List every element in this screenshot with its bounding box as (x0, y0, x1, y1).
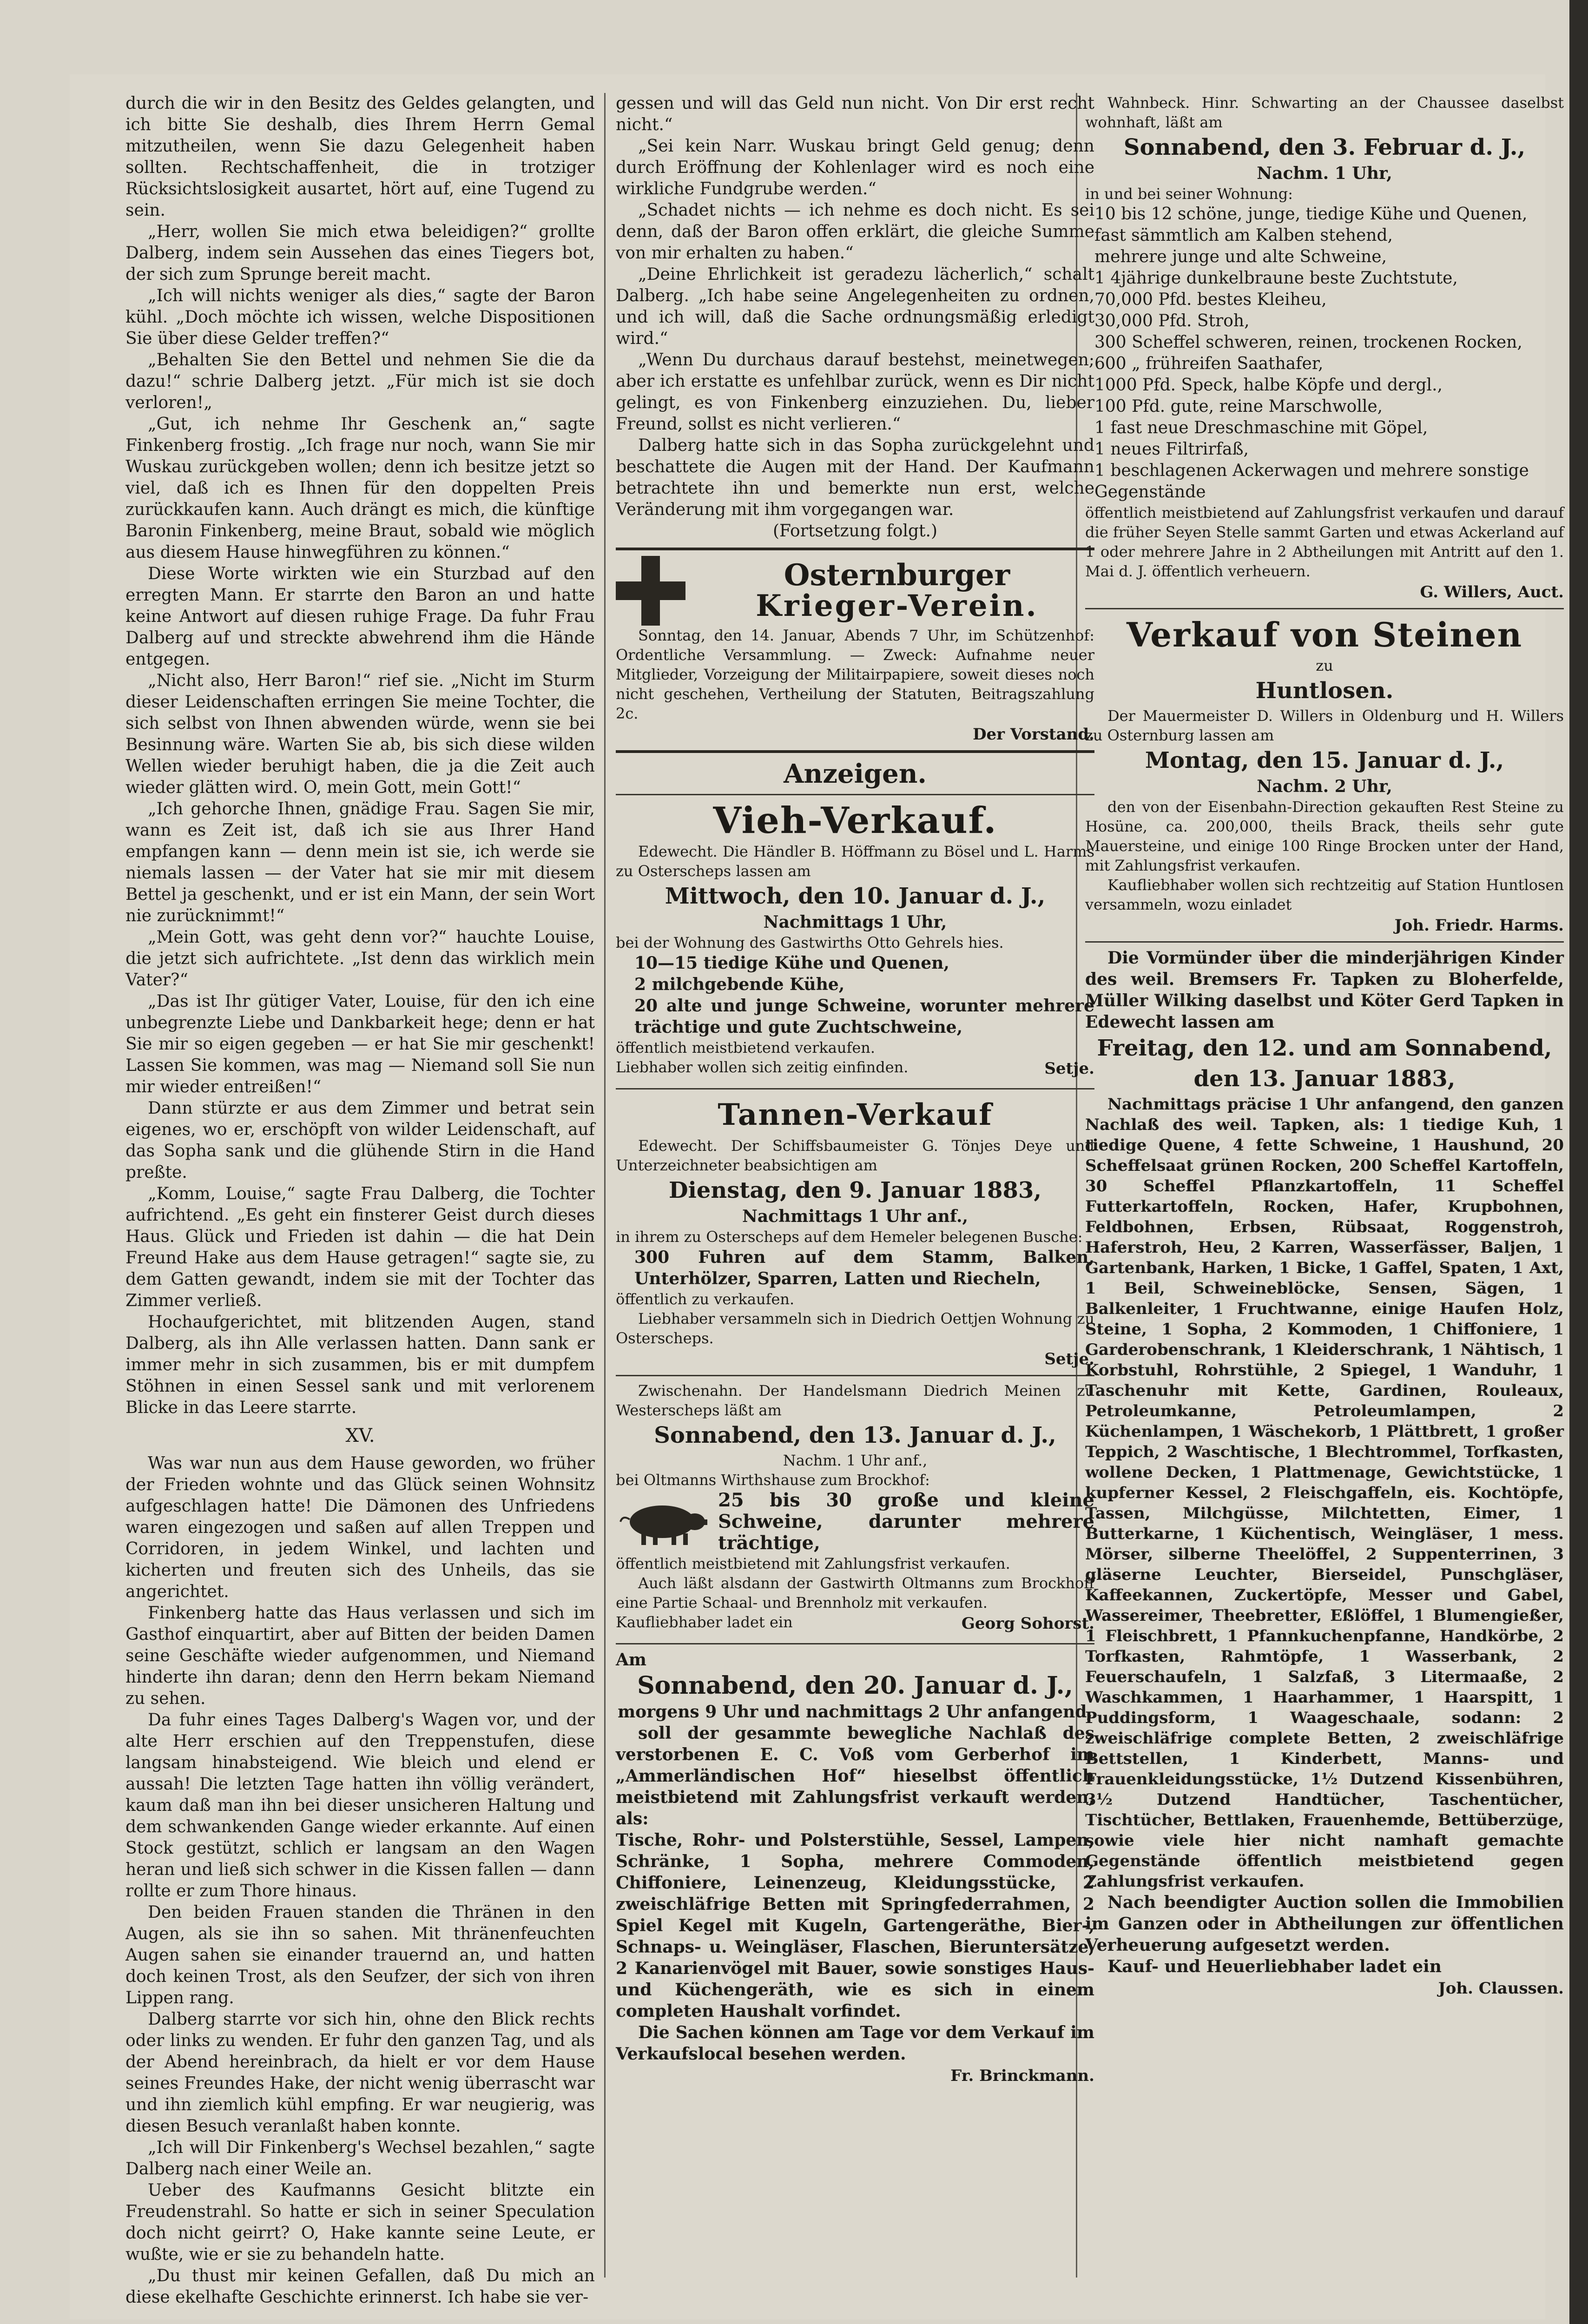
ad-intro: Edewecht. Die Händler B. Höffmann zu Bösel und L. Harms zu Osterscheps lassen am (616, 843, 1094, 880)
ad-title: Verkauf von Steinen (1126, 615, 1523, 654)
ad-wahnbeck (1085, 93, 1564, 601)
divider (616, 794, 1094, 795)
ad-item: 1 neues Filtrirfaß, (1094, 440, 1249, 459)
ad-place: bei der Wohnung des Gastwirths Otto Gehrels hies. (616, 934, 1004, 951)
ad-title: Vieh-Verkauf. (713, 799, 997, 842)
ad-footer: Liebhaber versammeln sich in Diedrich Oettjen Wohnung zu Osterscheps. (616, 1310, 1094, 1347)
story-paragraph: „Mein Gott, was geht denn vor?“ hauchte Louise, die jetzt sich aufrichtete. „Ist denn das wirklich mein Vater?“ (125, 928, 595, 990)
ad-vormuender (1085, 947, 1564, 1998)
story-paragraph: Finkenberg hatte das Haus verlassen und sich im Gasthof einquartirt, aber auf Bitten der beiden Damen seine Geschäfte wieder aufgenommen, und Niemand hinderte ihn daran; denn den Herrn bekam Niemand zu sehen. (125, 1604, 595, 1708)
verein-title-2: Krieger-Verein. (756, 588, 1038, 623)
story-paragraph: „Deine Ehrlichkeit ist geradezu lächerlich,“ schalt Dalberg. „Ich habe seine Angelegenheiten zu ordnen, und ich will, daß die Sache ordnungsmäßig erledigt wird.“ (616, 265, 1094, 348)
ad-am: Am (616, 1650, 647, 1670)
ad-tannen-verkauf (616, 1094, 1094, 1368)
ad-place: in und bei seiner Wohnung: (1085, 185, 1293, 203)
ad-item: 70,000 Pfd. bestes Kleiheu, (1094, 290, 1327, 309)
ad-steine (1085, 614, 1564, 935)
column-middle (616, 93, 1094, 2092)
ad-date: Dienstag, den 9. Januar 1883, (668, 1177, 1042, 1203)
divider (616, 548, 1094, 550)
ad-place: in ihrem zu Osterscheps auf dem Hemeler belegenen Busche: (616, 1228, 1083, 1246)
ad-item: 1 4jährige dunkelbraune beste Zuchtstute, (1094, 269, 1458, 288)
column-rule (604, 93, 606, 2278)
ad-sale: öffentlich meistbietend mit Zahlungsfrist verkaufen. (616, 1555, 1010, 1572)
ad-item: 20 alte und junge Schweine, worunter mehrere trächtige und gute Zuchtschweine, (634, 996, 1094, 1037)
ad-time: Nachmittags 1 Uhr anf., (742, 1207, 969, 1226)
story-paragraph: „Das ist Ihr gütiger Vater, Louise, für den ich eine unbegrenzte Liebe und Dankbarkeit hege; denn er hat Sie mir so eigen gegeben — er hat Sie mir geschenkt! Lassen Sie kommen, was mag — Niemand soll Sie nun mir wieder entreißen!“ (125, 992, 595, 1096)
ad-date: Mittwoch, den 10. Januar d. J., (665, 883, 1046, 909)
ad-item: 1000 Pfd. Speck, halbe Köpfe und dergl., (1094, 376, 1443, 395)
story-paragraph: gessen und will das Geld nun nicht. Von Dir erst recht nicht.“ (616, 94, 1094, 134)
ad-item: 2 milchgebende Kühe, (634, 975, 845, 994)
column-serial-story (125, 93, 595, 2308)
ad-date: Sonnabend, den 3. Februar d. J., (1123, 134, 1526, 160)
chapter-number: XV. (345, 1425, 375, 1446)
story-paragraph: „Schadet nichts — ich nehme es doch nicht. Es sei denn, daß der Baron offen erklärt, die gleiche Summe von mir erhalten zu haben.“ (616, 201, 1094, 263)
story-paragraph: „Sei kein Narr. Wuskau bringt Geld genug; denn durch Eröffnung der Kohlenlager wird es noch eine wirkliche Fundgrube werden.“ (616, 137, 1094, 198)
story-paragraph: „Nicht also, Herr Baron!“ rief sie. „Nicht im Sturm dieser Leidenschaften erringen Sie meine Tochter, die sich selbst von Ihnen abwenden würde, wenn sie bei Besinnung wäre. Warten Sie ab, bis sich diese wilden Wellen wieder beruhigt haben, die ja die Zeit auch wieder glätten wird. O, mein Gott, mein Gott!“ (125, 671, 595, 797)
ad-text: den von der Eisenbahn-Direction gekauften Rest Steine zu Hosüne, ca. 200,000, theils Brack, theils sehr gute Mauersteine, und einige 100 Ringe Brocken unter der Hand, mit Zahlungsfrist verkaufen. (1085, 798, 1564, 874)
story-paragraph: Den beiden Frauen standen die Thränen in den Augen, als sie ihn so sahen. Mit thränenfeuchten Augen sahen sie einander trauernd an, und hatten doch keinen Trost, als den Seufzer, der sich von ihren Lippen rang. (125, 1903, 595, 2007)
ad-footer: Kauf- und Heuerliebhaber ladet ein (1107, 1957, 1442, 1976)
ad-place: bei Oltmanns Wirthshause zum Brockhof: (616, 1471, 930, 1489)
ad-intro: Zwischenahn. Der Handelsmann Diedrich Meinen zu Westerscheps läßt am (616, 1382, 1094, 1419)
ad-time: Nachm. 2 Uhr, (1257, 777, 1392, 796)
ad-intro: Der Mauermeister D. Willers in Oldenburg und H. Willers zu Osternburg lassen am (1085, 707, 1564, 744)
divider (616, 1375, 1094, 1376)
ad-intro: Die Vormünder über die minderjährigen Kinder des weil. Bremsers Fr. Tapken zu Bloherfelde, Müller Wilking daselbst und Köter Gerd Tapken in Edewecht lassen am (1085, 948, 1564, 1032)
divider (616, 1643, 1094, 1644)
story-paragraph: Was war nun aus dem Hause geworden, wo früher der Frieden wohnte und das Glück seinen Wohnsitz aufgeschlagen hatte! Die Dämonen des Unfriedens waren eingezogen und saßen auf allen Treppen und Corridoren, in jedem Winkel, und lachten und kicherten und freuten sich des Unheils, das sie angerichtet. (125, 1454, 595, 1601)
story-paragraph: Da fuhr eines Tages Dalberg's Wagen vor, und der alte Herr erschien auf den Treppenstufen, diese langsam hinabsteigend. Wie bleich und elend er aussah! Die letzten Tage hatten ihn völlig verändert, kaum daß man ihn bei dieser unsicheren Haltung und dem schwankenden Gange wieder erkannte. Auf einen Stock gestützt, schlich er langsam an den Wagen heran und ließ sich schwer in die Kissen fallen — dann rollte er zum Thore hinaus. (125, 1710, 595, 1901)
verein-title-1: Osternburger (784, 558, 1010, 593)
ad-intro: Wahnbeck. Hinr. Schwarting an der Chaussee daselbst wohnhaft, läßt am (1085, 94, 1564, 131)
ad-nachlass (616, 1649, 1094, 2085)
story-paragraph: „Du thust mir keinen Gefallen, daß Du mich an diese ekelhafte Geschichte erinnerst. Ich habe sie ver- (125, 2266, 595, 2307)
divider (616, 1088, 1094, 1089)
column-right (1085, 93, 1564, 2004)
pig-icon (616, 1496, 709, 1547)
scanner-edge (1569, 0, 1588, 2324)
ad-date: Freitag, den 12. und am Sonnabend, (1097, 1035, 1552, 1061)
ad-signature: Joh. Claussen. (1438, 1979, 1564, 1998)
section-heading-anzeigen: Anzeigen. (784, 759, 927, 789)
ad-item: 1 fast neue Dreschmaschine mit Göpel, (1094, 418, 1428, 437)
story-paragraph: Ueber des Kaufmanns Gesicht blitzte ein Freudenstrahl. So hatte er sich in seiner Speculation doch nicht geirrt? O, Hake kannte seine Leute, er wußte, wie er sie zu behandeln hatte. (125, 2181, 595, 2264)
story-paragraph: Diese Worte wirkten wie ein Sturzbad auf den erregten Mann. Er starrte den Baron an und hatte keine Antwort auf diesen ruhige Frage. Da fuhr Frau Dalberg auf und streckte abwehrend ihm die Hände entgegen. (125, 564, 595, 669)
ad-intro: Edewecht. Der Schiffsbaumeister G. Tönjes Deye und Unterzeichneter beabsichtigen am (616, 1137, 1094, 1174)
story-paragraph: „Ich gehorche Ihnen, gnädige Frau. Sagen Sie mir, wann es Zeit ist, daß ich sie aus Ihrer Hand empfangen kann — denn mein ist sie, ich werde sie niemals lassen — der Vater hat sie mir mit diesem Bettel ja geschenkt, und er ist ein Mann, der sein Wort nie zurücknimmt!“ (125, 799, 595, 925)
story-paragraph: „Ich will nichts weniger als dies,“ sagte der Baron kühl. „Doch möchte ich wissen, welche Dispositionen Sie über diese Gelder treffen?“ (125, 286, 595, 348)
ad-item: 600 „ frühreifen Saathafer, (1094, 354, 1324, 373)
ad-date: Sonnabend, den 20. Januar d. J., (637, 1671, 1073, 1700)
story-paragraph: Dann stürzte er aus dem Zimmer und betrat sein eigenes, wo er, erschöpft von wilder Leidenschaft, auf das Sopha sank und die glühende Stirn in die Hand preßte. (125, 1099, 595, 1182)
ad-krieger-verein (616, 556, 1094, 744)
story-paragraph: „Herr, wollen Sie mich etwa beleidigen?“ grollte Dalberg, indem sein Aussehen das eines Tiegers bot, der sich zum Sprunge bereit macht. (125, 222, 595, 284)
ad-date: Montag, den 15. Januar d. J., (1145, 747, 1504, 773)
newspaper-page (70, 74, 1564, 2319)
ad-place-title: Huntlosen. (1255, 678, 1394, 704)
story-paragraph: „Ich will Dir Finkenberg's Wechsel bezahlen,“ sagte Dalberg nach einer Weile an. (125, 2138, 595, 2179)
ad-item: 300 Fuhren auf dem Stamm, Balken, Unterhölzer, Sparren, Latten und Riecheln, (634, 1248, 1094, 1288)
ad-time: morgens 9 Uhr und nachmittags 2 Uhr anfangend, (618, 1702, 1093, 1722)
ad-time: Nachm. 1 Uhr anf., (783, 1452, 928, 1469)
ad-item: 100 Pfd. gute, reine Marschwolle, (1094, 397, 1383, 416)
ad-footer: Die Sachen können am Tage vor dem Verkauf im Verkaufslocal besehen werden. (616, 2023, 1094, 2064)
story-paragraph: Hochaufgerichtet, mit blitzenden Augen, stand Dalberg, als ihn Alle verlassen hatten. Dann sank er immer mehr in sich zusammen, bis er mit dumpfem Stöhnen in einen Sessel sank und mit verlorenem Blicke in das Leere starrte. (125, 1313, 595, 1417)
ad-items: Tische, Rohr- und Polsterstühle, Sessel, Lampen, Schränke, 1 Sopha, mehrere Commoden, Chiffoniere, Leinenzeug, Kleidungsstücke, 2 zweischläfrige Betten mit Springfederrahmen, 2 Spiel Kegel mit Kugeln, Gartengeräthe, Bier-, Schnaps- u. Weingläser, Flaschen, Bieruntersätze, 2 Kanarienvögel mit Bauer, sowie sonstiges Haus- und Küchengeräth, wie es sich in einem completen Haushalt vorfindet. (616, 1830, 1094, 2021)
ad-sale: öffentlich zu verkaufen. (616, 1290, 795, 1308)
ad-zu: zu (1316, 657, 1333, 674)
ad-signature: Setje. (1044, 1059, 1094, 1078)
ad-footer: Liebhaber wollen sich zeitig einfinden. (616, 1058, 909, 1076)
ad-text: soll der gesammte bewegliche Nachlaß des verstorbenen E. C. Voß vom Gerberhof im „Ammerländischen Hof“ hieselbst öffentlich meistbietend mit Zahlungsfrist verkauft werden, als: (616, 1723, 1094, 1829)
ad-signature: G. Willers, Auct. (1420, 583, 1564, 601)
ad-item: 10—15 tiedige Kühe und Quenen, (634, 953, 949, 973)
ad-date: den 13. Januar 1883, (1193, 1066, 1456, 1092)
continued-note: (Fortsetzung folgt.) (773, 522, 937, 541)
ad-item: 300 Scheffel schweren, reinen, trockenen Rocken, (1094, 333, 1522, 352)
ad-time: Nachm. 1 Uhr, (1257, 164, 1392, 183)
ad-date: Sonnabend, den 13. Januar d. J., (654, 1422, 1056, 1448)
story-paragraph: „Gut, ich nehme Ihr Geschenk an,“ sagte Finkenberg frostig. „Ich frage nur noch, wann Sie mir Wuskau zurückgeben wollen; denn ich besitze jetzt so viel, daß ich es Ihnen für den doppelten Preis zurückkaufen kann. Auch drängt es mich, die künftige Baronin Finkenberg, meine Braut, sobald wie möglich aus diesem Hause hinwegführen zu können.“ (125, 415, 595, 562)
ad-sale: öffentlich meistbietend verkaufen. (616, 1039, 876, 1056)
story-paragraph: Dalberg hatte sich in das Sopha zurückgelehnt und beschattete die Augen mit der Hand. Der Kaufmann betrachtete ihn und bemerkte nun erst, welche Veränderung mit ihm vorgegangen war. (616, 436, 1094, 519)
ad-signature: Georg Sohorst. (961, 1614, 1094, 1633)
ad-signature: Fr. Brinckmann. (950, 2067, 1094, 2085)
ad-item: 1 beschlagenen Ackerwagen und mehrere sonstige Gegenstände (1094, 461, 1529, 502)
story-paragraph: „Komm, Louise,“ sagte Frau Dalberg, die Tochter aufrichtend. „Es geht ein finsterer Geist durch dieses Haus. Glück und Frieden ist dahin — die hat Dein Freund Hake aus dem Hause getragen!“ sagte sie, zu dem Gatten gewandt, indem sie mit der Tochter das Zimmer verließ. (125, 1184, 595, 1310)
verein-signature: Der Vorstand. (973, 725, 1094, 744)
ad-extra: Auch läßt alsdann der Gastwirth Oltmanns zum Brockhoff eine Partie Schaal- und Brennholz mit verkaufen. (616, 1574, 1094, 1611)
ad-text: öffentlich meistbietend auf Zahlungsfrist verkaufen und darauf die früher Seyen Stelle sammt Garten und etwas Ackerland auf 1 oder mehrere Jahre in 2 Abtheilungen mit Antritt auf den 1. Mai d. J. öffentlich verheuern. (1085, 504, 1564, 580)
story-paragraph: durch die wir in den Besitz des Geldes gelangten, und ich bitte Sie deshalb, dies Ihrem Herrn Gemal mitzutheilen, wenn Sie dazu Gelegenheit haben sollten. Rechtschaffenheit, die in trotziger Rücksichtslosigkeit ausartet, hört auf, eine Tugend zu sein. (125, 94, 595, 220)
story-paragraph: „Wenn Du durchaus darauf bestehst, meinetwegen; aber ich erstatte es unfehlbar zurück, wenn es Dir nicht gelingt, es von Finkenberg einzuziehen. Du, lieber Freund, sollst es nicht verlieren.“ (616, 350, 1094, 434)
ad-vieh-verkauf (616, 800, 1094, 1082)
ad-title: Tannen-Verkauf (718, 1097, 993, 1132)
ad-text: Nach beendigter Auction sollen die Immobilien im Ganzen oder in Abtheilungen zur öffentlichen Verheuerung aufgesetzt werden. (1085, 1893, 1564, 1955)
ad-item: 10 bis 12 schöne, junge, tiedige Kühe und Quenen, fast sämmtlich am Kalben stehend, (1094, 205, 1528, 245)
divider (616, 750, 1094, 753)
verein-text: Sonntag, den 14. Januar, Abends 7 Uhr, im Schützenhof: Ordentliche Versammlung. — Zweck: Aufnahme neuer Mitglieder, Vorzeigung der Militairpapiere, soweit dieses noch nicht geschehen, Vertheilung der Statuten, Beitragszahlung 2c. (616, 627, 1094, 722)
divider (1085, 941, 1564, 943)
ad-footer: Kaufliebhaber ladet ein (616, 1613, 793, 1631)
story-paragraph: „Behalten Sie den Bettel und nehmen Sie die da dazu!“ schrie Dalberg jetzt. „Für mich ist sie doch verloren!„ (125, 350, 595, 412)
iron-cross-icon (616, 556, 685, 626)
divider (1085, 608, 1564, 609)
ad-signature: Setje. (1044, 1350, 1094, 1368)
ad-item: mehrere junge und alte Schweine, (1094, 247, 1387, 266)
ad-text: Nachmittags präcise 1 Uhr anfangend, den ganzen Nachlaß des weil. Tapken, als: 1 tiedige Kuh, 1 tiedige Quene, 4 fette Schweine, 1 Haushund, 20 Scheffelsaat grünen Rocken, 200 Scheffel Kartoffeln, 30 Scheffel Pflanzkartoffeln, 11 Scheffel Futterkartoffeln, Rocken, Hafer, Krupbohnen, Feldbohnen, Erbsen, Rübsaat, Roggenstroh, Haferstroh, Heu, 2 Karren, Wasserfässer, Baljen, 1 Gartenbank, Harken, 1 Bicke, 1 Gaffel, Spaten, 1 Axt, 1 Beil, Schweineblöcke, Sensen, Sägen, 1 Balkenleiter, 1 Fruchtwanne, einige Haufen Holz, Steine, 1 Sopha, 2 Kommoden, 1 Chiffoniere, 1 Garderobenschrank, 1 Kleiderschrank, 1 Nähtisch, 1 Korbstuhl, Rohrstühle, 2 Spiegel, 1 Wanduhr, 1 Taschenuhr mit Kette, Gardinen, Rouleaux, Petroleumkanne, Petroleumlampen, 2 Küchenlampen, 1 Wäschekorb, 1 Plättbrett, 1 großer Teppich, 2 Waschtische, 1 Blechtrommel, Torfkasten, wollene Decken, 1 Plattmenage, Gewichtstücke, 1 kupferner Kessel, 2 Fleischgaffeln, eis. Kochtöpfe, Tassen, Milchgüsse, Milchtetten, Eimer, 1 Butterkarne, 1 Küchentisch, Weingläser, 1 mess. Mörser, silberne Theelöffel, 2 Suppenterrinen, 3 gläserne Leuchter, Bierseidel, Punschgläser, Kaffeekannen, Zuckertöpfe, Messer und Gabel, Wassereimer, Theebretter, Eßlöffel, 1 Blumengießer, 1 Fleischbrett, 1 Pfannkuchenpfanne, Handkörbe, 2 Torfkasten, Rahmtöpfe, 1 Wasserbank, 2 Feuerschaufeln, 1 Salzfaß, 3 Litermaaße, 2 Waschkammen, 1 Haarhammer, 1 Haarspitt, 1 Puddingsform, 1 Waageschaale, sodann: 2 zweischläfrige complete Betten, 2 zweischläfrige Bettstellen, 1 Kinderbett, Manns- und Frauenkleidungsstücke, 1½ Dutzend Kissenbühren, 3½ Dutzend Handtücher, Taschentücher, Tischtücher, Bettlaken, Frauenhemde, Bettüberzüge, sowie viele hier nicht namhaft gemachte Gegenstände öffentlich meistbietend gegen Zahlungsfrist verkaufen. (1085, 1095, 1564, 1891)
ad-signature: Joh. Friedr. Harms. (1394, 916, 1564, 935)
ad-schweine (616, 1381, 1094, 1637)
ad-item: 25 bis 30 große und kleine Schweine, darunter mehrere trächtige, (718, 1489, 1094, 1554)
story-paragraph: Dalberg starrte vor sich hin, ohne den Blick rechts oder links zu wenden. Er fuhr den ganzen Tag, und als der Abend hereinbrach, da hielt er vor dem Hause seines Freundes Hake, der nicht wenig überrascht war und ihn ziemlich kühl empfing. Er war neugierig, was diesen Besuch veranlaßt haben konnte. (125, 2010, 595, 2136)
ad-time: Nachmittags 1 Uhr, (763, 912, 947, 932)
ad-item: 30,000 Pfd. Stroh, (1094, 311, 1250, 330)
ad-footer: Kaufliebhaber wollen sich rechtzeitig auf Station Huntlosen versammeln, wozu einladet (1085, 876, 1564, 913)
